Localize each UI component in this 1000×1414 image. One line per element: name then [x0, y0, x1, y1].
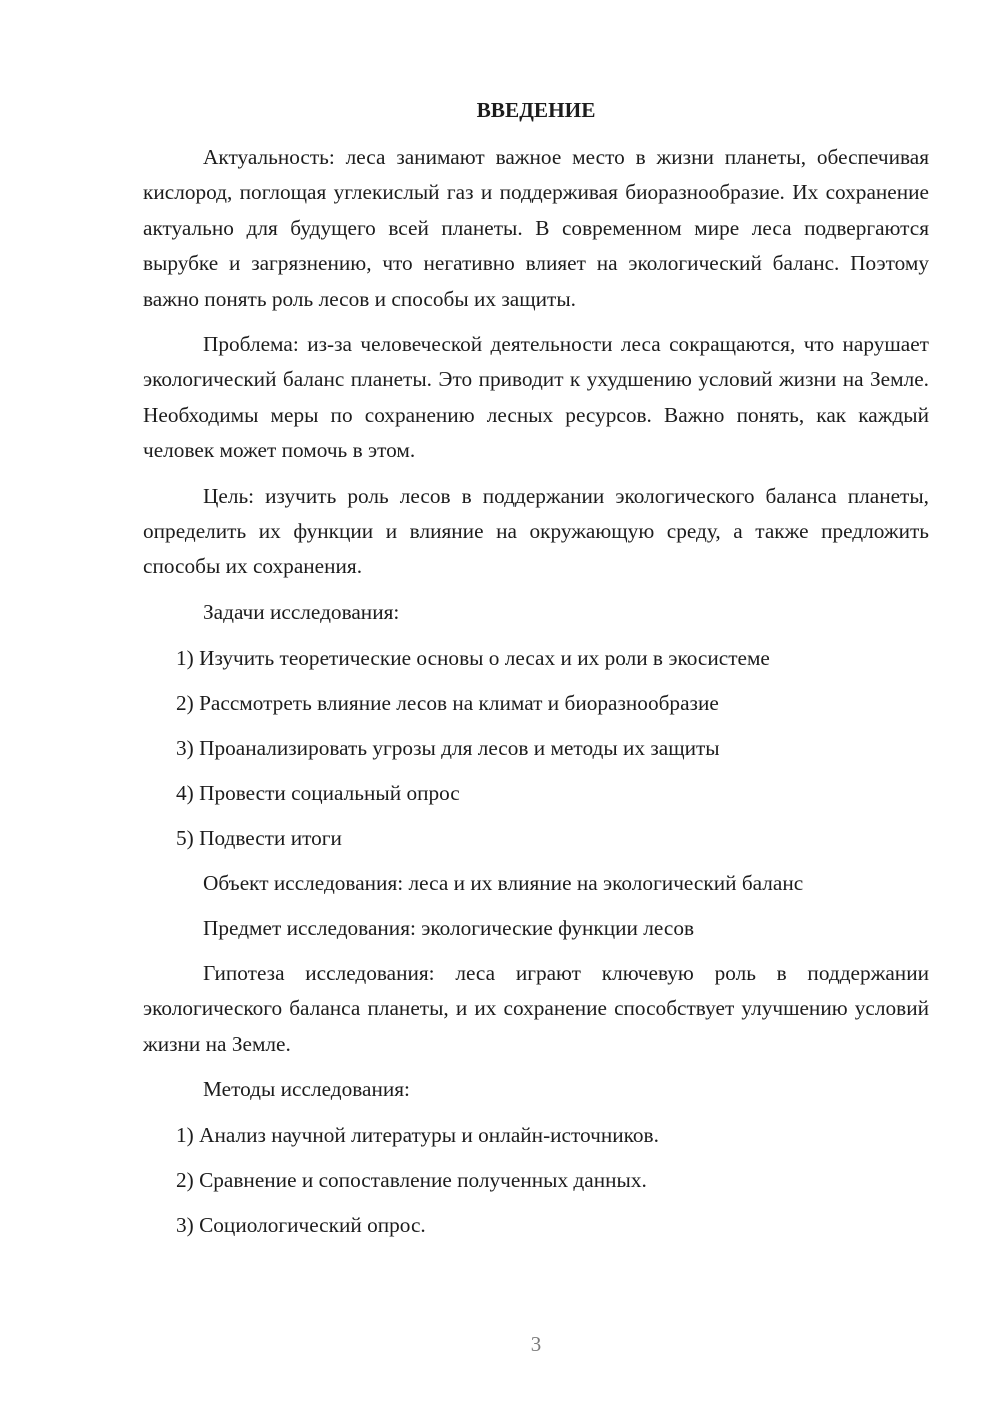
subject-paragraph: Предмет исследования: экологические функции лесов [203, 915, 695, 940]
method-item: 3) Социологический опрос. [176, 1213, 426, 1238]
relevance-paragraph: Актуальность: леса занимают важное место в жизни планеты, обеспечивая кислород, поглощая углекислый газ и поддерживая биоразнообразие. Их сохранение актуально для будущего всей планеты. В современном мире леса подвергаются вырубке и загрязнению, что негативно влияет на экологический баланс. Поэтому важно понять роль лесов и способы их защиты. [143, 145, 929, 311]
task-item: 3) Проанализировать угрозы для лесов и методы их защиты [176, 735, 720, 760]
document-page [143, 93, 929, 1243]
page-title: ВВЕДЕНИЕ [476, 98, 596, 122]
task-item: 4) Провести социальный опрос [176, 780, 460, 805]
task-item: 2) Рассмотреть влияние лесов на климат и биоразнообразие [176, 690, 719, 715]
task-item: 1) Изучить теоретические основы о лесах и их роли в экосистеме [176, 645, 770, 670]
hypothesis-paragraph: Гипотеза исследования: леса играют ключевую роль в поддержании экологического баланса планеты, и их сохранение способствует улучшению условий жизни на Земле. [143, 960, 929, 1056]
method-item: 1) Анализ научной литературы и онлайн-источников. [176, 1123, 659, 1148]
problem-paragraph: Проблема: из-за человеческой деятельности леса сокращаются, что нарушает экологический баланс планеты. Это приводит к ухудшению условий жизни на Земле. Необходимы меры по сохранению лесных ресурсов. Важно понять, как каждый человек может помочь в этом. [143, 332, 929, 463]
method-item: 2) Сравнение и сопоставление полученных данных. [176, 1168, 647, 1193]
object-paragraph: Объект исследования: леса и их влияние на экологический баланс [203, 870, 804, 895]
page-number: 3 [530, 1332, 542, 1356]
task-item: 5) Подвести итоги [176, 825, 342, 850]
methods-heading: Методы исследования: [203, 1077, 410, 1102]
tasks-heading: Задачи исследования: [203, 599, 400, 624]
goal-paragraph: Цель: изучить роль лесов в поддержании экологического баланса планеты, определить их функции и влияние на окружающую среду, а также предложить способы их сохранения. [143, 483, 929, 579]
